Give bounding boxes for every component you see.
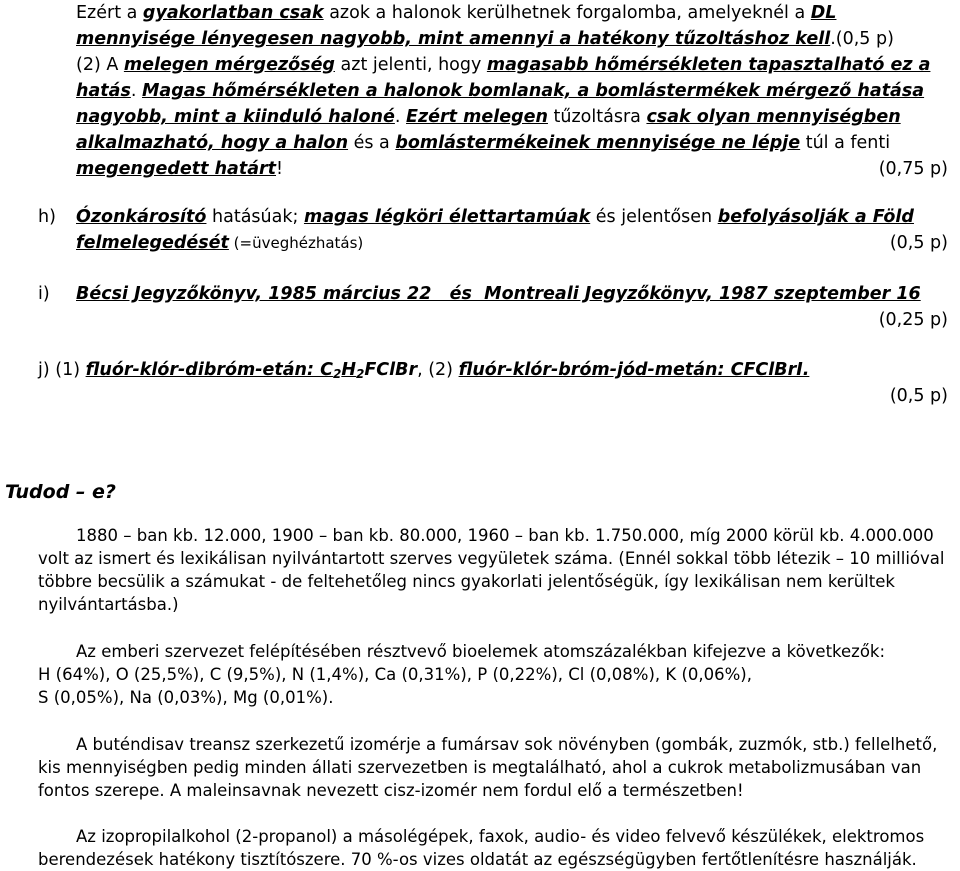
emphasis-run: befolyásolják a Föld felmelegedését: [76, 207, 914, 253]
paragraph-fumaric: [38, 733, 950, 802]
text-run: és jelentősen: [590, 207, 718, 227]
paragraph-line: nyilvántartásba.): [38, 595, 179, 614]
section-label-i: i): [38, 284, 50, 304]
emphasis-run: megengedett határt: [76, 159, 277, 179]
paragraph-bioelements: [38, 640, 950, 709]
points-label: (0,5 p): [889, 386, 948, 406]
emphasis-run: gyakorlatban csak: [142, 3, 324, 23]
text-run: .: [394, 107, 407, 127]
paragraph-line: H (64%), O (25,5%), C (9,5%), N (1,4%), Ca (0,31%), P (0,22%), Cl (0,08%), K (0,06%),: [38, 665, 752, 684]
paragraph-line: fontos szerepe. A maleinsavnak nevezett cisz-izomér nem fordul elő a természetben!: [38, 781, 744, 800]
text-run: (=üveghézhatás): [228, 234, 364, 252]
formula-part: FClBr: [364, 360, 418, 380]
paragraph-line: berendezések hatékony tisztítószere. 70 %-os vizes oldatát az egészségügyben fertőtlenítésre használják.: [38, 850, 917, 869]
text-run: azt jelenti, hogy: [334, 55, 487, 75]
emphasis-run: Ezért melegen: [406, 107, 548, 127]
formula-run: fluór-klór-bróm-jód-metán: CFClBrI.: [458, 360, 810, 380]
section-label-j: j) (1): [38, 360, 86, 380]
emphasis-run: Magas hőmérsékleten a halonok bomlanak, a bomlástermékek mérgező hatása nagyobb, mint a kiinduló haloné: [76, 81, 925, 127]
section-h-text: [76, 204, 948, 256]
section-g-text: [76, 0, 948, 182]
points-inline: .(0,5 p): [830, 29, 894, 49]
paragraph-isopropanol: [38, 825, 950, 871]
text-run: (2) A: [76, 55, 124, 75]
points-label: (0,75 p): [878, 159, 948, 179]
text-run: azok a halonok kerülhetnek forgalomba, amelyeknél a: [323, 3, 811, 23]
section-heading: Tudod – e?: [5, 481, 116, 503]
paragraph-line: S (0,05%), Na (0,03%), Mg (0,01%).: [38, 688, 334, 707]
text-run: , (2): [417, 360, 459, 380]
section-label-h: h): [38, 207, 56, 227]
emphasis-run: magas légköri élettartamúak: [303, 207, 591, 227]
emphasis-run: bomlástermékeinek mennyisége ne lépje: [395, 133, 801, 153]
paragraph-line: többre becsülik a számukat - de feltehetőleg nincs gyakorlati jelentőségük, így lexikálisan nem kerültek: [38, 572, 895, 591]
emphasis-run: Ózonkárosító: [76, 207, 207, 227]
formula-run: [86, 360, 365, 380]
points-label: (0,25 p): [878, 310, 948, 330]
text-run: és a: [348, 133, 396, 153]
emphasis-run: magasabb hőmérsékleten tapasztalható ez a hatás: [76, 55, 931, 101]
paragraph-line: Az izopropilalkohol (2-propanol) a másolégépek, faxok, audio- és video felvevő készülékek, elektromos: [76, 827, 925, 846]
paragraph-line: A buténdisav treansz szerkezetű izomérje a fumársav sok növényben (gombák, zuzmók, stb.) fellelhető,: [76, 735, 938, 754]
points-label: (0,5 p): [889, 233, 948, 253]
section-j-text: [38, 357, 948, 409]
formula-part: H: [341, 360, 356, 380]
text-run: hatásúak;: [206, 207, 304, 227]
text-run: Ezért a: [76, 3, 143, 23]
text-run: .: [130, 81, 142, 101]
paragraph-line: Az emberi szervezet felépítésében résztvevő bioelemek atomszázalékban kifejezve a következők:: [76, 642, 886, 661]
text-run: túl a fenti: [800, 133, 891, 153]
subscript: 2: [355, 367, 365, 381]
paragraph-line: volt az ismert és lexikálisan nyilvántartott szerves vegyületek száma. (Ennél sokkal több létezik – 10 millióval: [38, 549, 945, 568]
subscript: 2: [332, 367, 342, 381]
emphasis-run: Bécsi Jegyzőkönyv, 1985 március 22 és Montreali Jegyzőkönyv, 1987 szeptember 16: [76, 284, 921, 304]
text-run: tűzoltásra: [547, 107, 647, 127]
emphasis-run: melegen mérgezőség: [123, 55, 335, 75]
paragraph-compounds: [38, 524, 950, 616]
paragraph-line: 1880 – ban kb. 12.000, 1900 – ban kb. 80.000, 1960 – ban kb. 1.750.000, míg 2000 körül kb. 4.000.000: [76, 526, 934, 545]
emphasis-run: DL mennyisége lényegesen nagyobb, mint amennyi a hatékony tűzoltáshoz kell: [76, 3, 837, 49]
emphasis-run: csak olyan mennyiségben alkalmazható, hogy a halon: [76, 107, 901, 153]
paragraph-line: kis mennyiségben pedig minden állati szervezetben is megtalálható, ahol a cukrok metabolizmusában van: [38, 758, 922, 777]
text-run: !: [276, 159, 284, 179]
section-i-text: [76, 281, 948, 333]
formula-part: fluór-klór-dibróm-etán: C: [85, 360, 333, 380]
